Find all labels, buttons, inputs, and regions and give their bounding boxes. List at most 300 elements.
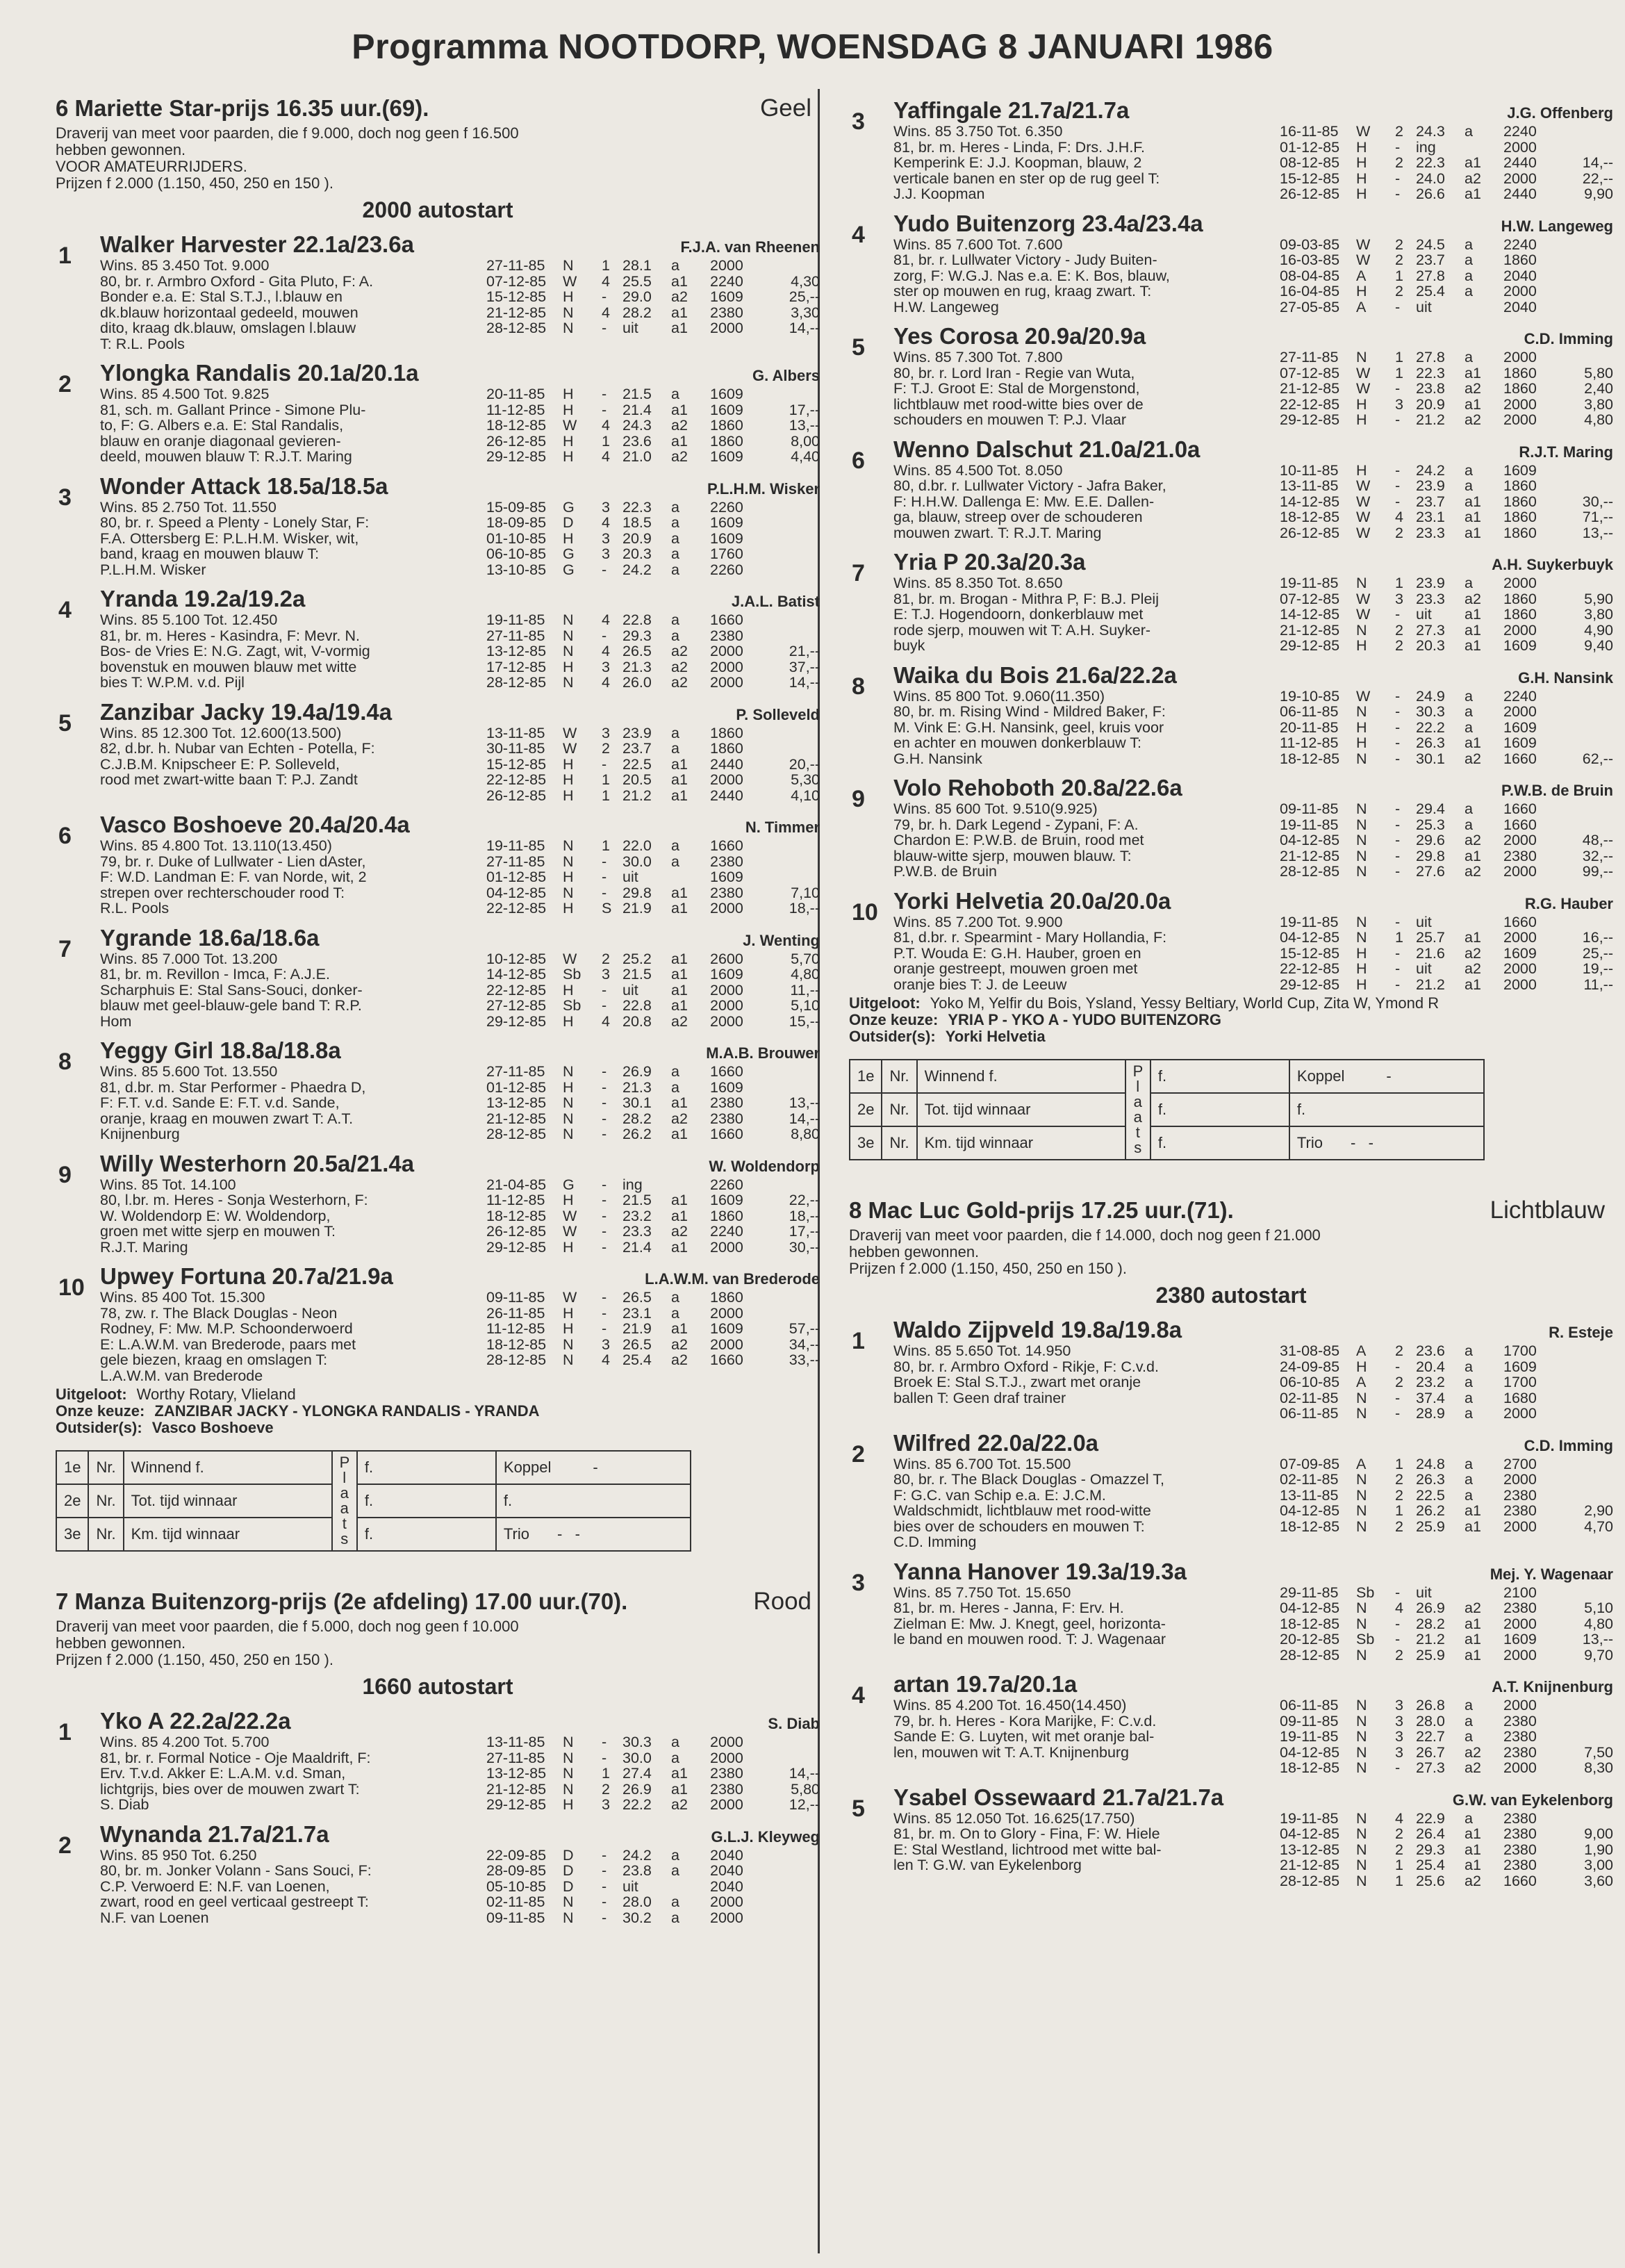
horse-name: Willy Westerhorn 20.5a/21.4a (100, 1150, 415, 1176)
desc-line: P.T. Wouda E: G.H. Hauber, groen en (893, 944, 1141, 962)
horse-name: Volo Rehoboth 20.8a/22.6a (893, 775, 1182, 800)
form-cell: N (1356, 1759, 1367, 1776)
form-cell: - (602, 1110, 607, 1127)
form-cell: H (563, 432, 574, 450)
horse-details (100, 838, 820, 917)
form-cell: - (1395, 687, 1401, 705)
desc-line: 80, br. r. Speed a Plenty - Lonely Star, F: (100, 514, 370, 531)
form-cell: 1 (1395, 364, 1403, 381)
result-label: Winnend f. (917, 1060, 1125, 1093)
form-cell: 24.9 (1416, 687, 1445, 705)
form-cell: D (563, 1877, 574, 1895)
form-cell: H (1356, 718, 1367, 736)
form-cell: 5,10 (1584, 1600, 1613, 1616)
form-cell: W (1356, 509, 1371, 525)
form-cell: 09-11-85 (486, 1909, 545, 1926)
horse-number: 3 (58, 484, 72, 511)
form-cell: - (602, 1862, 607, 1879)
horse-name: Yranda 19.2a/19.2a (100, 586, 306, 611)
form-cell: W (1356, 236, 1371, 253)
form-cell: a1 (1465, 1825, 1481, 1842)
horse-form (486, 1734, 820, 1813)
our-choice-line (849, 1012, 1613, 1028)
form-cell (768, 869, 820, 885)
form-cell: 23.8 (1416, 380, 1445, 397)
horse-number: 2 (852, 1440, 865, 1468)
form-cell: a (671, 627, 679, 644)
form-cell: 1860 (1503, 590, 1537, 607)
horse-details (893, 124, 1613, 202)
desc-line: groen met witte sjerp en mouwen T: (100, 1223, 336, 1240)
horse-title-row (893, 662, 1613, 689)
form-cell: 48,-- (1582, 832, 1613, 848)
horse-name: Vasco Boshoeve 20.4a/20.4a (100, 812, 410, 837)
horse-number: 9 (58, 1161, 72, 1188)
race-summary (849, 995, 1613, 1045)
race-start: 2000 autostart (362, 197, 513, 222)
form-cell: 5,10 (791, 997, 820, 1014)
form-row (1280, 1729, 1613, 1745)
form-cell: 13-11-85 (486, 724, 545, 741)
form-cell: 1660 (710, 1351, 743, 1368)
form-cell: N (563, 1126, 574, 1142)
form-row (1280, 155, 1613, 171)
desc-line: Chardon E: P.W.B. de Bruin, rood met (893, 832, 1144, 848)
form-cell: 25.5 (622, 272, 652, 290)
form-cell: a1 (1465, 929, 1481, 946)
form-cell: 28-12-85 (1280, 863, 1340, 880)
form-cell: H (563, 288, 574, 305)
form-cell: N (563, 674, 574, 691)
form-cell (1562, 1585, 1613, 1601)
result-label: Tot. tijd winnaar (917, 1093, 1125, 1126)
horse-form (486, 1290, 820, 1383)
form-cell: 29-12-85 (1280, 637, 1340, 654)
form-cell: 15-09-85 (486, 498, 547, 516)
desc-line: 81, br. m. Heres - Janna, F: Erv. H. (893, 1600, 1124, 1616)
horse-form (486, 258, 820, 352)
form-row (486, 757, 820, 773)
form-cell: 26.2 (1416, 1502, 1445, 1519)
horse-title-row (893, 323, 1613, 350)
horse-description (893, 1698, 1273, 1776)
form-cell: 22.8 (622, 997, 652, 1014)
horse-description (100, 386, 479, 465)
form-cell: 28.2 (622, 1110, 652, 1127)
horse-details (100, 1177, 820, 1256)
horse-body (893, 323, 1613, 428)
form-cell: a (1465, 1455, 1473, 1472)
form-cell: 2000 (710, 997, 743, 1014)
form-cell: a (1465, 267, 1473, 284)
form-cell: 23.3 (1416, 590, 1445, 607)
form-cell: a1 (1465, 637, 1481, 654)
form-cell (1562, 1698, 1613, 1714)
horse-name: Waika du Bois 21.6a/22.2a (893, 662, 1177, 688)
form-cell: H (563, 1192, 574, 1208)
form-cell: 20,-- (789, 755, 820, 773)
form-cell: 22-12-85 (486, 981, 547, 999)
form-cell: a (1465, 123, 1473, 140)
horse-title-row (893, 1317, 1613, 1343)
form-cell: 2 (1395, 621, 1403, 639)
horse-name: Yaffingale 21.7a/21.7a (893, 97, 1130, 123)
form-cell: a2 (1465, 1743, 1481, 1761)
form-cell: N (1356, 1389, 1367, 1406)
form-cell: - (602, 755, 607, 773)
horse-name: Yudo Buitenzorg 23.4a/23.4a (893, 210, 1203, 236)
form-cell: 2000 (710, 1909, 743, 1926)
form-cell: 15-12-85 (1280, 170, 1340, 187)
result-amount: f. (357, 1484, 496, 1518)
form-cell: N (1356, 1825, 1367, 1842)
form-row (1280, 930, 1613, 946)
form-cell: 04-12-85 (486, 884, 547, 901)
form-row (486, 1352, 820, 1368)
form-cell: 14,-- (789, 320, 820, 336)
horse-body (100, 231, 820, 352)
horse-entry (849, 1430, 1613, 1550)
form-cell: 29.8 (622, 884, 652, 901)
form-cell: N (1356, 929, 1367, 946)
horse-number: 9 (852, 786, 865, 812)
form-cell: 24.2 (622, 561, 652, 578)
form-cell: 14,-- (789, 674, 820, 691)
form-cell: 27.8 (1416, 267, 1445, 284)
result-extra (496, 1518, 691, 1551)
desc-line: 80, br. r. The Black Douglas - Omazzel T, (893, 1471, 1164, 1488)
form-row (1280, 268, 1613, 284)
form-cell (1562, 817, 1613, 833)
form-cell: 2000 (1503, 1759, 1537, 1776)
horse-entry (56, 812, 820, 917)
form-cell: 2380 (1503, 1712, 1537, 1729)
horse-description (893, 463, 1273, 541)
form-row (486, 1879, 820, 1895)
horse-trainer: C.D. Imming (1524, 330, 1613, 347)
form-cell: W (563, 272, 577, 290)
form-row (486, 628, 820, 644)
form-cell: 20-12-85 (1280, 1631, 1340, 1647)
form-cell (1562, 575, 1613, 591)
race-header (849, 1191, 1613, 1224)
horse-title-row (893, 1559, 1613, 1585)
horse-entry (849, 436, 1613, 541)
form-cell: 2000 (1503, 832, 1537, 848)
form-cell: - (1395, 816, 1401, 833)
horse-form (486, 500, 820, 578)
horse-name: Waldo Zijpveld 19.8a/19.8a (893, 1317, 1182, 1342)
desc-line: zwart, rood en geel verticaal gestreept T: (100, 1893, 369, 1910)
form-cell: 4,10 (791, 787, 820, 804)
form-cell: 1609 (1503, 637, 1537, 654)
form-cell: 28-12-85 (1280, 1646, 1340, 1663)
form-cell: 29.6 (1416, 832, 1445, 848)
form-cell: 13,-- (789, 1094, 820, 1111)
form-cell: H (563, 869, 574, 885)
form-cell: N (1356, 1743, 1367, 1761)
form-cell: 26-12-85 (486, 787, 547, 804)
form-row (486, 1321, 820, 1337)
form-cell: 26.7 (1416, 1743, 1445, 1761)
form-cell: 21-12-85 (1280, 380, 1340, 397)
form-cell (768, 1080, 820, 1096)
form-cell (1562, 1456, 1613, 1472)
form-cell: - (602, 320, 607, 336)
right-column (849, 89, 1613, 1919)
form-cell: N (1356, 575, 1367, 591)
horse-title-row (893, 97, 1613, 124)
race-conditions (56, 1618, 820, 1668)
form-cell: 4 (1395, 1600, 1403, 1616)
form-row (486, 951, 820, 967)
form-cell: H (1356, 138, 1367, 156)
horse-entry (56, 360, 820, 465)
result-nr: Nr. (88, 1451, 123, 1484)
form-cell: N (1356, 1502, 1367, 1519)
desc-line: Wins. 85 6.700 Tot. 15.500 (893, 1455, 1071, 1472)
horse-body (100, 812, 820, 917)
form-row (1280, 478, 1613, 494)
form-row (486, 869, 820, 885)
form-cell: 2 (1395, 252, 1403, 268)
horse-form (1280, 1698, 1613, 1776)
form-cell (1465, 299, 1503, 315)
form-cell: 2000 (710, 981, 743, 999)
form-cell: - (602, 1893, 607, 1910)
form-cell: 2380 (710, 853, 743, 870)
form-cell: G (563, 545, 575, 562)
form-cell: 13-12-85 (486, 1094, 547, 1111)
form-cell: a2 (1465, 1872, 1481, 1889)
form-cell: a (1465, 1374, 1473, 1390)
form-row (1280, 494, 1613, 510)
form-cell: a (671, 611, 679, 628)
horse-title-row (893, 1430, 1613, 1456)
form-cell: 3 (1395, 590, 1403, 607)
form-cell: 3 (1395, 1743, 1403, 1761)
form-row (1280, 704, 1613, 720)
form-cell: 26.5 (622, 1336, 652, 1353)
horse-details (893, 463, 1613, 541)
form-cell: 2260 (710, 498, 743, 516)
form-cell: 1 (1395, 349, 1403, 365)
form-cell: 21-04-85 (486, 1176, 547, 1193)
horse-entry (849, 1784, 1613, 1889)
form-cell: 22-12-85 (1280, 960, 1340, 977)
desc-line: lichtblauw met rood-witte bies over de (893, 395, 1144, 413)
horse-entry (56, 1821, 820, 1926)
form-cell: 13,-- (789, 417, 820, 434)
form-cell: 28-12-85 (486, 674, 547, 691)
form-cell (768, 258, 820, 274)
form-row (486, 741, 820, 757)
form-cell: 29-12-85 (486, 1238, 547, 1256)
form-cell: 20.5 (622, 771, 652, 788)
form-cell: a (671, 1289, 679, 1306)
form-cell: - (1395, 138, 1401, 156)
form-cell: - (1395, 477, 1401, 494)
desc-line: L.A.W.M. van Brederode (100, 1367, 263, 1384)
desc-line: Wins. 85 400 Tot. 15.300 (100, 1289, 265, 1306)
horse-title-row (100, 925, 820, 951)
form-cell: 30.3 (622, 1734, 652, 1750)
form-cell: 04-12-85 (1280, 1502, 1340, 1519)
form-cell: 4,80 (791, 966, 820, 983)
form-cell: N (563, 1063, 574, 1080)
horse-description (100, 1290, 479, 1383)
form-cell: 2240 (1503, 687, 1537, 705)
horse-trainer: W. Woldendorp (709, 1157, 820, 1175)
horse-entry (56, 1708, 820, 1813)
form-cell: 20.8 (622, 1012, 652, 1030)
form-cell: N (563, 1749, 574, 1766)
race-color: Lichtblauw (1490, 1197, 1605, 1224)
form-cell: a1 (671, 997, 688, 1014)
form-cell: 2380 (710, 304, 743, 321)
desc-line: Wins. 85 7.200 Tot. 9.900 (893, 913, 1063, 930)
form-cell: - (1395, 847, 1401, 864)
form-cell: 2380 (1503, 1743, 1537, 1761)
form-cell: a (671, 837, 679, 854)
form-cell: a (671, 545, 679, 562)
form-cell: 26.9 (622, 1780, 652, 1798)
horse-name: Upwey Fortuna 20.7a/21.9a (100, 1263, 393, 1289)
form-cell: W (1356, 477, 1371, 494)
form-cell: 3 (1395, 1728, 1403, 1745)
desc-line: G.H. Nansink (893, 750, 982, 767)
form-cell: 13-12-85 (486, 1765, 547, 1782)
form-cell: 14-12-85 (1280, 493, 1340, 510)
desc-line: Hom (100, 1012, 132, 1030)
form-cell: 23.1 (622, 1304, 652, 1322)
form-cell: 2000 (1503, 929, 1537, 946)
form-cell: 22.5 (1416, 1486, 1445, 1504)
form-cell: 31-08-85 (1280, 1342, 1340, 1359)
horse-details (893, 689, 1613, 767)
horse-body (893, 211, 1613, 315)
form-cell: 27-11-85 (486, 1063, 545, 1080)
form-cell: 4 (602, 611, 610, 628)
form-cell: 19-10-85 (1280, 687, 1340, 705)
form-cell: a (1465, 252, 1473, 268)
form-cell: 1860 (1503, 380, 1537, 397)
horse-trainer: G.W. van Eykelenborg (1452, 1791, 1613, 1809)
form-row (486, 1337, 820, 1353)
form-cell: uit (1416, 298, 1432, 315)
horse-body (893, 1671, 1613, 1776)
form-cell: 2,90 (1584, 1502, 1613, 1519)
form-cell (1562, 704, 1613, 720)
desc-line: Wins. 85 4.500 Tot. 9.825 (100, 386, 270, 402)
form-cell: 1660 (710, 837, 743, 854)
form-cell: 21.9 (622, 900, 652, 917)
form-row (486, 1014, 820, 1030)
horse-title-row (893, 775, 1613, 801)
results-row (56, 1451, 691, 1484)
result-amount: f. (1150, 1093, 1289, 1126)
form-cell: 25.3 (1416, 816, 1445, 833)
result-extra (1289, 1126, 1484, 1160)
form-row (1280, 1472, 1613, 1488)
horse-body (100, 925, 820, 1030)
form-cell: 2260 (710, 561, 743, 578)
horse-form (486, 612, 820, 691)
plaats-label: P l a a t s (1125, 1060, 1150, 1160)
form-cell (1562, 1714, 1613, 1729)
form-cell: 29-12-85 (486, 1012, 547, 1030)
form-cell: 2040 (710, 1862, 743, 1879)
form-cell: 19-11-85 (1280, 913, 1339, 930)
form-row (486, 659, 820, 675)
form-row (486, 788, 820, 804)
horse-title-row (893, 549, 1613, 575)
desc-line: ster op mouwen en rug, kraag zwart. T: (893, 283, 1152, 299)
form-cell: 30.3 (1416, 703, 1445, 720)
form-cell: 4 (602, 514, 610, 531)
form-cell: 2260 (710, 1176, 743, 1193)
horse-trainer: G. Albers (752, 367, 820, 384)
uitgeloot-line-label: Uitgeloot: (56, 1386, 127, 1403)
form-cell: 19-11-85 (1280, 1728, 1339, 1745)
form-cell: 18,-- (789, 1207, 820, 1224)
horse-form (486, 725, 820, 804)
horse-name: Zanzibar Jacky 19.4a/19.4a (100, 698, 393, 725)
desc-line: Waldschmidt, lichtblauw met rood-witte (893, 1502, 1151, 1519)
horse-details (893, 914, 1613, 993)
form-cell: 27.8 (1416, 349, 1445, 365)
form-cell: 2 (602, 1780, 610, 1798)
form-row (486, 1095, 820, 1111)
form-cell: 21.2 (1416, 976, 1445, 993)
form-cell: 25.9 (1416, 1646, 1445, 1663)
form-cell: a1 (671, 1780, 688, 1798)
form-cell: 11-12-85 (1280, 734, 1339, 751)
horse-body (100, 1151, 820, 1256)
form-cell: 2 (1395, 1825, 1403, 1842)
form-cell: 21.0 (622, 448, 652, 465)
form-cell: a2 (671, 1223, 688, 1240)
race-section (56, 1582, 820, 1925)
horse-entry (56, 473, 820, 578)
horse-entry (56, 1263, 820, 1383)
form-cell: 30.0 (622, 1749, 652, 1766)
horse-title-row (100, 812, 820, 838)
form-cell: 23.8 (622, 1862, 652, 1879)
form-cell: a2 (1465, 750, 1481, 767)
desc-line: F: T.J. Groot E: Stal de Morgenstond, (893, 380, 1140, 397)
form-cell: a (671, 724, 679, 741)
form-row (486, 434, 820, 450)
form-cell: 2000 (710, 1749, 743, 1766)
form-cell: a1 (671, 401, 688, 418)
form-cell: a2 (1465, 832, 1481, 848)
result-position: 1e (850, 1060, 882, 1093)
form-cell: a1 (1465, 1841, 1481, 1858)
form-row (1280, 1390, 1613, 1406)
form-cell: - (1395, 1358, 1401, 1375)
form-row (486, 1126, 820, 1142)
horse-form (486, 1848, 820, 1926)
form-row (486, 500, 820, 516)
form-cell: 15-12-85 (486, 288, 547, 305)
form-cell: - (602, 1734, 607, 1750)
outsider-line-label: Outsider(s): (849, 1028, 936, 1045)
form-cell: 26-12-85 (486, 432, 547, 450)
horse-body (893, 436, 1613, 541)
desc-line: Wins. 85 12.050 Tot. 16.625(17.750) (893, 1809, 1135, 1827)
form-cell: W (563, 1289, 577, 1306)
